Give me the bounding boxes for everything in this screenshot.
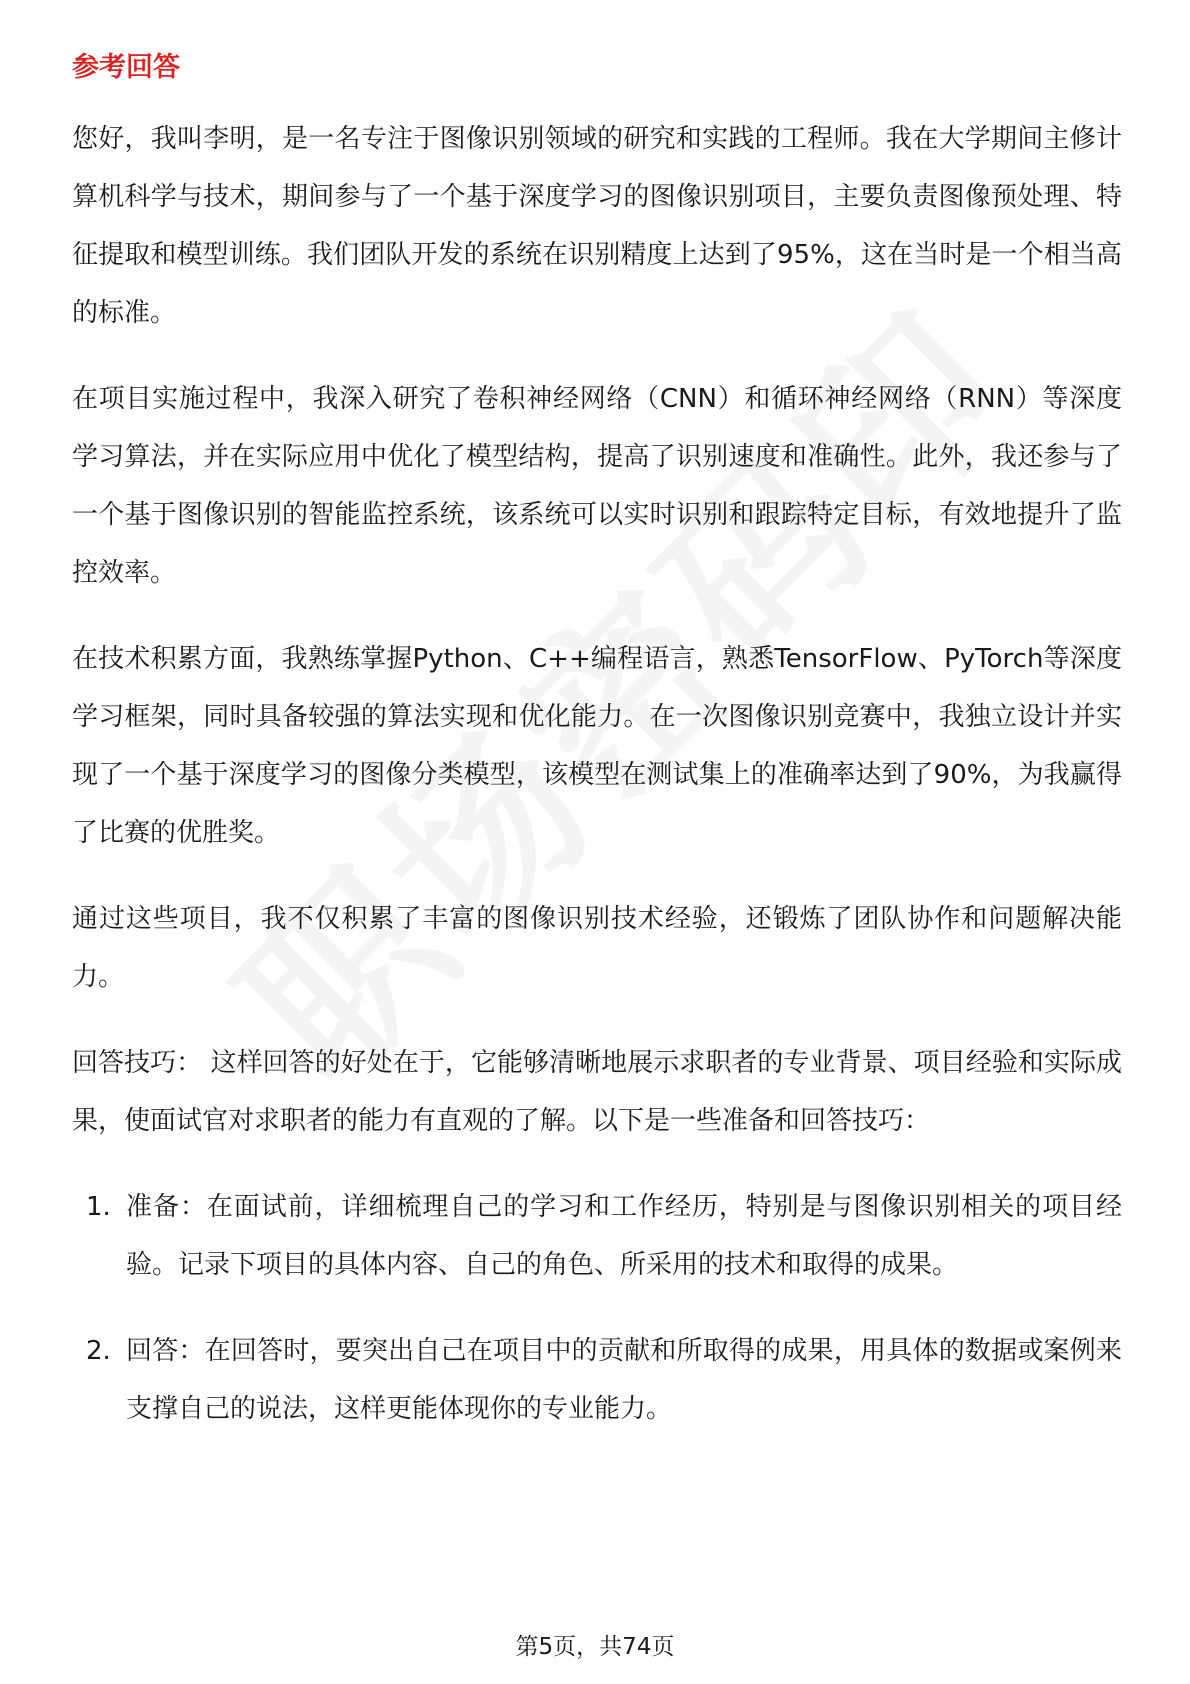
- paragraph-tips-intro: 回答技巧： 这样回答的好处在于，它能够清晰地展示求职者的专业背景、项目经验和实际成果，使面试官对求职者的能力有直观的了解。以下是一些准备和回答技巧：: [72, 1048, 1122, 1136]
- paragraph-intro: 您好，我叫李明，是一名专注于图像识别领域的研究和实践的工程师。我在大学期间主修计算机科学与技术，期间参与了一个基于深度学习的图像识别项目，主要负责图像预处理、特征提取和模型训练。我们团队开发的系统在识别精度上达到了95%，这在当时是一个相当高的标准。: [72, 124, 1122, 328]
- document-body: [72, 48, 1122, 1466]
- section-title: 参考回答: [72, 52, 180, 83]
- tips-list: [72, 1178, 1122, 1438]
- list-item-text: 准备：在面试前，详细梳理自己的学习和工作经历，特别是与图像识别相关的项目经验。记录下项目的具体内容、自己的角色、所采用的技术和取得的成果。: [126, 1192, 1122, 1280]
- list-item-text: 回答：在回答时，要突出自己在项目中的贡献和所取得的成果，用具体的数据或案例来支撑自己的说法，这样更能体现你的专业能力。: [126, 1336, 1122, 1424]
- list-item: [72, 1322, 1122, 1438]
- paragraph-summary: 通过这些项目，我不仅积累了丰富的图像识别技术经验，还锻炼了团队协作和问题解决能力。: [72, 904, 1122, 992]
- list-item: [72, 1178, 1122, 1294]
- paragraph-skills: 在技术积累方面，我熟练掌握Python、C++编程语言，熟悉TensorFlow、PyTorch等深度学习框架，同时具备较强的算法实现和优化能力。在一次图像识别竞赛中，我独立设计并实现了一个基于深度学习的图像分类模型，该模型在测试集上的准确率达到了90%，为我赢得了比赛的优胜奖。: [72, 644, 1122, 848]
- list-item-number: 2.: [86, 1336, 111, 1366]
- list-item-number: 1.: [86, 1192, 111, 1222]
- page-footer: 第5页，共74页: [515, 1634, 675, 1660]
- paragraph-project: 在项目实施过程中，我深入研究了卷积神经网络（CNN）和循环神经网络（RNN）等深度学习算法，并在实际应用中优化了模型结构，提高了识别速度和准确性。此外，我还参与了一个基于图像识别的智能监控系统，该系统可以实时识别和跟踪特定目标，有效地提升了监控效率。: [72, 384, 1122, 588]
